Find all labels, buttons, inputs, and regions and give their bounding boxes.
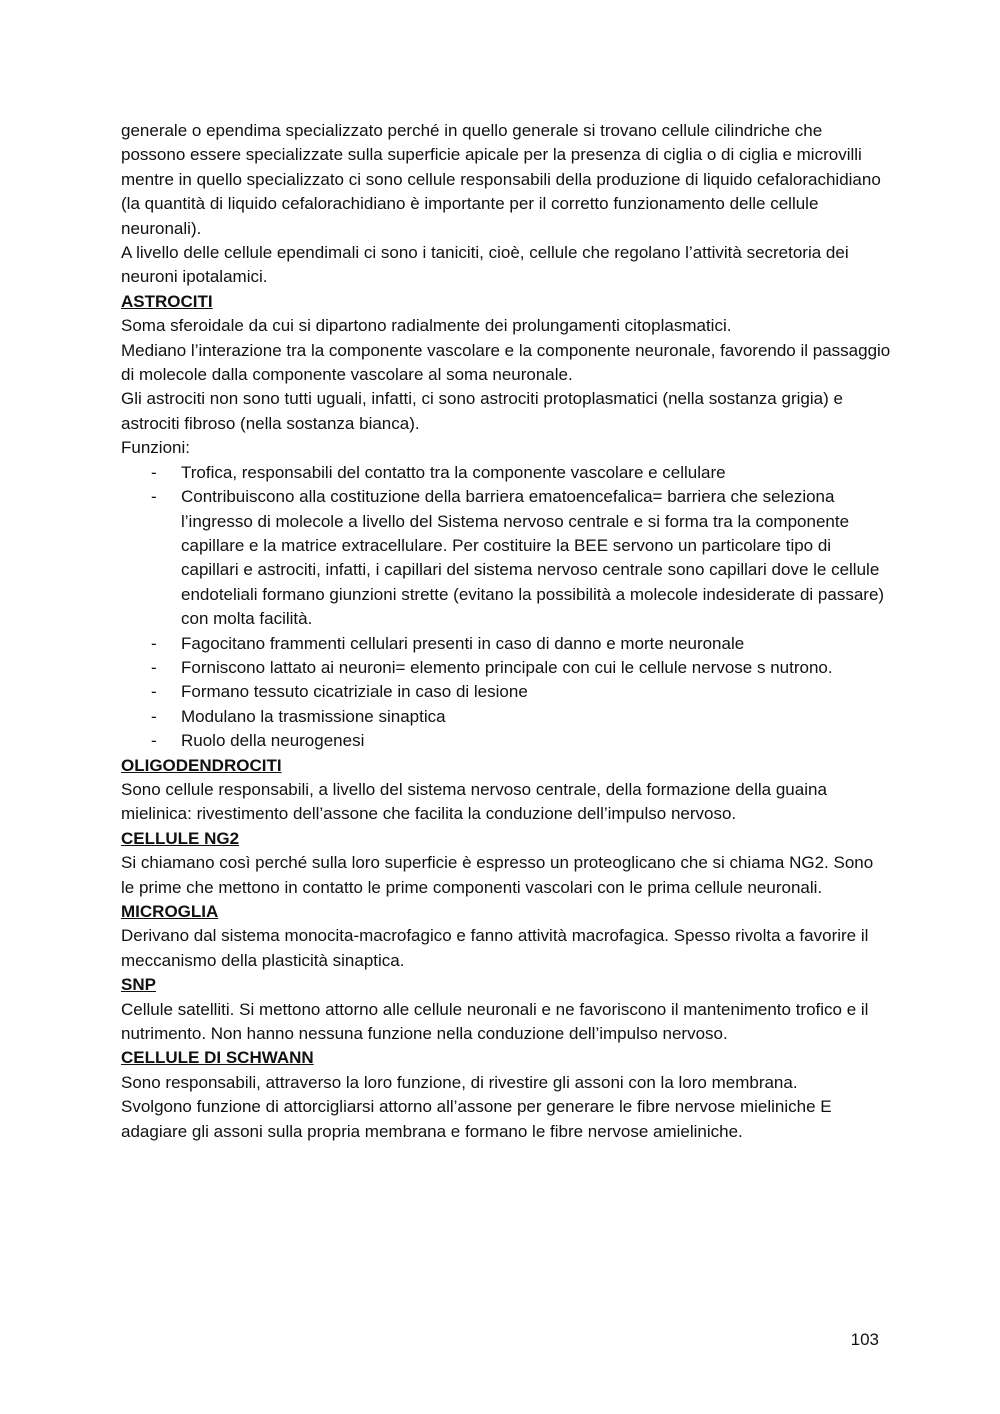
list-item-text: Contribuiscono alla costituzione della barriera ematoencefalica= barriera che seleziona l’ingresso di molecole a livello del Sistema nervoso centrale e si forma tra la componente capillare e la matrice extracellulare. Per costituire la BEE servono un particolare tipo di capillari e astrociti, infatti, i capillari del sistema nervoso centrale sono capillari dove le cellule endoteliali formano giunzioni strette (evitano la possibilità a molecole indesiderate di passare) con molta facilità. xyxy=(181,487,885,629)
section-heading-microglia: MICROGLIA xyxy=(121,902,219,921)
list-item-text: Formano tessuto cicatriziale in caso di lesione xyxy=(181,682,528,702)
list-item xyxy=(121,680,891,704)
list-item xyxy=(121,729,891,753)
paragraph: Cellule satelliti. Si mettono attorno alle cellule neuronali e ne favoriscono il mantenimento trofico e il nutrimento. Non hanno nessuna funzione nella conduzione dell’impulso nervoso. xyxy=(121,999,869,1044)
functions-list xyxy=(121,461,891,754)
paragraph: Gli astrociti non sono tutti uguali, infatti, ci sono astrociti protoplasmatici (nella sostanza grigia) e astrociti fibroso (nella sostanza bianca). xyxy=(121,389,843,433)
section-heading-oligodendrociti: OLIGODENDROCITI xyxy=(121,755,282,775)
list-item xyxy=(121,656,891,680)
list-item xyxy=(121,705,891,729)
bullet-dash: - xyxy=(151,682,157,702)
bullet-dash: - xyxy=(151,633,157,653)
bullet-dash: - xyxy=(151,731,157,751)
section-heading-snp: SNP xyxy=(121,975,156,995)
list-item xyxy=(121,632,891,656)
paragraph: Sono responsabili, attraverso la loro funzione, di rivestire gli assoni con la loro membrana. xyxy=(121,1072,798,1092)
list-item-text: Modulano la trasmissione sinaptica xyxy=(181,706,446,726)
paragraph: Sono cellule responsabili, a livello del sistema nervoso centrale, della formazione della guaina mielinica: rivestimento dell’assone che facilita la conduzione dell’impulso nervoso. xyxy=(121,779,827,824)
bullet-dash: - xyxy=(151,487,157,507)
functions-label: Funzioni: xyxy=(121,438,190,458)
section-heading-ng2: CELLULE NG2 xyxy=(121,828,240,848)
bullet-dash: - xyxy=(151,657,157,677)
intro-paragraph: A livello delle cellule ependimali ci sono i taniciti, cioè, cellule che regolano l’attività secretoria dei neuroni ipotalamici. xyxy=(121,243,849,287)
section-heading-astrociti: ASTROCITI xyxy=(121,291,213,311)
bullet-dash: - xyxy=(151,706,157,726)
list-item xyxy=(121,461,891,485)
paragraph: Soma sferoidale da cui si dipartono radialmente dei prolungamenti citoplasmatici. xyxy=(121,316,732,336)
list-item-text: Fagocitano frammenti cellulari presenti in caso di danno e morte neuronale xyxy=(181,633,745,653)
section-heading-schwann: CELLULE DI SCHWANN xyxy=(121,1048,314,1068)
bullet-dash: - xyxy=(151,462,157,482)
intro-paragraph: generale o ependima specializzato perché in quello generale si trovano cellule cilindriche che possono essere specializzate sulla superficie apicale per la presenza di ciglia o di ciglia e microvilli mentre in quello specializzato ci sono cellule responsabili della produzione di liquido cefalorachidiano (la quantità di liquido cefalorachidiano è importante per il corretto funzionamento delle cellule neuronali). xyxy=(121,121,881,238)
paragraph: Mediano l’interazione tra la componente vascolare e la componente neuronale, favorendo il passaggio di molecole dalla componente vascolare al soma neuronale. xyxy=(121,340,891,385)
page-number: 103 xyxy=(850,1330,879,1349)
paragraph: Derivano dal sistema monocita-macrofagico e fanno attività macrofagica. Spesso rivolta a favorire il meccanismo della plasticità sinaptica. xyxy=(121,926,869,970)
list-item-text: Ruolo della neurogenesi xyxy=(181,731,365,751)
page-content xyxy=(121,119,891,1144)
list-item-text: Forniscono lattato ai neuroni= elemento principale con cui le cellule nervose s nutrono. xyxy=(181,657,833,677)
paragraph: Si chiamano così perché sulla loro superficie è espresso un proteoglicano che si chiama NG2. Sono le prime che mettono in contatto le prime componenti vascolari con le prima cellule neuronali. xyxy=(121,853,874,897)
list-item-text: Trofica, responsabili del contatto tra la componente vascolare e cellulare xyxy=(181,462,726,482)
list-item xyxy=(121,485,891,631)
paragraph: Svolgono funzione di attorcigliarsi attorno all’assone per generare le fibre nervose mieliniche E adagiare gli assoni sulla propria membrana e formano le fibre nervose amieliniche. xyxy=(121,1097,832,1141)
